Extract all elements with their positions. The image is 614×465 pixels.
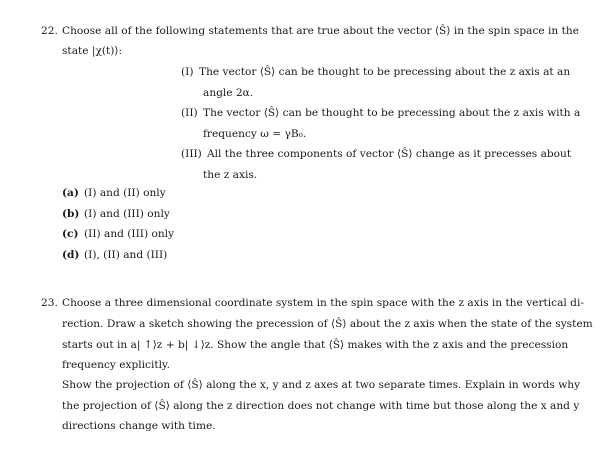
option-letter: (a)	[62, 187, 79, 199]
question-text-line: Choose all of the following statements that are true about the vector ⟨Ŝ⟩ in the spin space in the	[62, 25, 579, 37]
question-text-line: directions change with time.	[62, 420, 216, 432]
option-text: (I), (II) and (III)	[84, 249, 168, 261]
statement-label: (I)	[181, 66, 194, 78]
option-text: (I) and (III) only	[84, 208, 170, 220]
option-letter: (d)	[62, 249, 80, 261]
option-letter: (b)	[62, 208, 80, 220]
question-number: 23.	[41, 297, 58, 309]
question-text-line: state |χ(t)⟩:	[62, 45, 123, 57]
option-text: (II) and (III) only	[84, 228, 175, 240]
statement-text-line: the z axis.	[203, 169, 258, 181]
question-text-line: frequency explicitly.	[62, 359, 170, 371]
question-text-line: Choose a three dimensional coordinate system in the spin space with the z axis in the vertical di-	[62, 297, 584, 309]
option-text: (I) and (II) only	[84, 187, 166, 199]
question-text-line: the projection of ⟨Ŝ⟩ along the z direction does not change with time but those along the x and y	[62, 400, 580, 412]
question-text-line: Show the projection of ⟨Ŝ⟩ along the x, y and z axes at two separate times. Explain in words why	[62, 379, 581, 391]
statement-text-line: The vector ⟨Ŝ⟩ can be thought to be precessing about the z axis at an	[199, 66, 571, 78]
statement-text-line: frequency ω = γB₀.	[203, 128, 307, 140]
statement-text-line: All the three components of vector ⟨Ŝ⟩ change as it precesses about	[207, 148, 572, 160]
statement-text-line: angle 2α.	[203, 87, 254, 99]
question-text-line: rection. Draw a sketch showing the precession of ⟨Ŝ⟩ about the z axis when the state of the system	[62, 318, 593, 330]
question-number: 22.	[41, 25, 58, 37]
option-letter: (c)	[62, 228, 79, 240]
statement-text-line: The vector ⟨Ŝ⟩ can be thought to be precessing about the z axis with a	[203, 107, 581, 119]
statement-label: (III)	[181, 148, 202, 160]
question-text-line: starts out in a| ↑⟩z + b| ↓⟩z. Show the angle that ⟨Ŝ⟩ makes with the z axis and the precession	[62, 339, 569, 351]
statement-label: (II)	[181, 107, 198, 119]
